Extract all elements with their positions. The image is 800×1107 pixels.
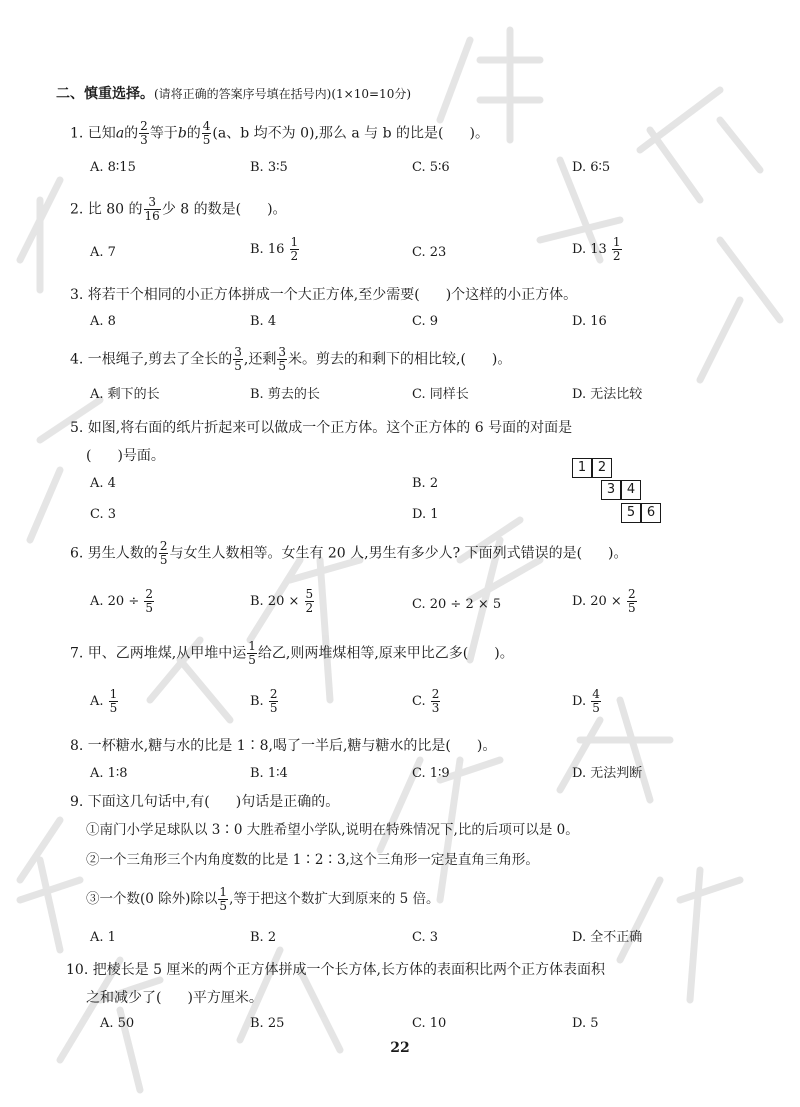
q4-option-c[interactable]: C. 同样长: [412, 387, 469, 402]
question-10-stem-2: 之和减少了( )平方厘米。: [86, 990, 263, 1006]
q7-option-c[interactable]: C. $\frac{2}{3}$: [412, 687, 440, 715]
q6-option-a[interactable]: A. 20 ÷ $\frac{2}{5}$: [90, 587, 154, 615]
net-face: 1: [572, 458, 592, 478]
question-10-stem: 10. 把棱长是 5 厘米的两个正方体拼成一个长方体,长方体的表面积比两个正方体表面积: [66, 962, 605, 978]
question-3-stem: 3. 将若干个相同的小正方体拼成一个大正方体,至少需要( )个这样的小正方体。: [70, 287, 578, 303]
q8-option-b[interactable]: B. 1∶4: [250, 766, 288, 781]
q10-option-a[interactable]: A. 50: [100, 1016, 135, 1031]
q8-option-c[interactable]: C. 1∶9: [412, 766, 450, 781]
q10-option-b[interactable]: B. 25: [250, 1016, 285, 1031]
question-1-stem: 1. 已知a的 $\frac{2}{3}$ 等于b的 $\frac{4}{5}$ (a、b 均不为 0),那么 a 与 b 的比是( )。: [70, 119, 489, 147]
q1-option-d[interactable]: D. 6∶5: [572, 160, 611, 175]
page-number: 22: [390, 1040, 410, 1056]
q5-option-b[interactable]: B. 2: [412, 476, 439, 491]
q7-option-d[interactable]: D. $\frac{4}{5}$: [572, 687, 600, 715]
question-5-stem-2: ( )号面。: [86, 448, 165, 464]
q9-option-a[interactable]: A. 1: [90, 930, 116, 945]
question-7-stem: 7. 甲、乙两堆煤,从甲堆中运 $\frac{1}{5}$ 给乙,则两堆煤相等,原来甲比乙多( )。: [70, 639, 514, 667]
q2-option-b[interactable]: B. 16 $\frac{1}{2}$: [250, 235, 299, 263]
q4-option-a[interactable]: A. 剩下的长: [90, 387, 160, 402]
q10-option-d[interactable]: D. 5: [572, 1016, 599, 1031]
q1-option-c[interactable]: C. 5∶6: [412, 160, 450, 175]
q9-option-c[interactable]: C. 3: [412, 930, 439, 945]
q2-option-a[interactable]: A. 7: [90, 245, 116, 260]
q3-option-d[interactable]: D. 16: [572, 314, 607, 329]
q3-option-a[interactable]: A. 8: [90, 314, 116, 329]
q9-option-b[interactable]: B. 2: [250, 930, 277, 945]
fraction: $\frac{2}{3}$: [140, 119, 148, 147]
net-face: 6: [641, 503, 661, 523]
q9-statement-2: ②一个三角形三个内角度数的比是 1∶2∶3,这个三角形一定是直角三角形。: [86, 852, 539, 868]
net-face: 2: [592, 458, 612, 478]
question-8-stem: 8. 一杯糖水,糖与水的比是 1∶8,喝了一半后,糖与糖水的比是( )。: [70, 738, 497, 754]
fraction: $\frac{4}{5}$: [202, 119, 211, 147]
question-4-stem: 4. 一根绳子,剪去了全长的 $\frac{3}{5}$ ,还剩 $\frac{3}{5}$ 米。剪去的和剩下的相比较,( )。: [70, 345, 512, 373]
net-face: 5: [621, 503, 641, 523]
q4-option-d[interactable]: D. 无法比较: [572, 387, 643, 402]
section-header: [56, 84, 411, 104]
q8-option-a[interactable]: A. 1∶8: [90, 766, 128, 781]
q8-option-d[interactable]: D. 无法判断: [572, 766, 643, 781]
q3-option-b[interactable]: B. 4: [250, 314, 277, 329]
q1-option-a[interactable]: A. 8∶15: [90, 160, 136, 175]
section-title: 二、慎重选择。: [56, 86, 154, 102]
q9-statement-3: ③一个数(0 除外)除以 $\frac{1}{5}$ ,等于把这个数扩大到原来的 5 倍。: [86, 885, 440, 913]
net-face: 4: [621, 480, 641, 500]
q5-option-d[interactable]: D. 1: [412, 507, 439, 522]
q2-option-d[interactable]: D. 13 $\frac{1}{2}$: [572, 235, 621, 263]
q7-option-b[interactable]: B. $\frac{2}{5}$: [250, 687, 278, 715]
q9-statement-1: ①南门小学足球队以 3∶0 大胜希望小学队,说明在特殊情况下,比的后项可以是 0。: [86, 822, 579, 838]
question-5-stem: 5. 如图,将右面的纸片折起来可以做成一个正方体。这个正方体的 6 号面的对面是: [70, 420, 573, 436]
section-instruction: (请将正确的答案序号填在括号内)(1×10=10分): [154, 87, 412, 101]
q10-option-c[interactable]: C. 10: [412, 1016, 447, 1031]
net-face: 3: [601, 480, 621, 500]
q9-option-d[interactable]: D. 全不正确: [572, 930, 643, 945]
q6-option-c[interactable]: C. 20 ÷ 2 × 5: [412, 597, 502, 612]
q1-option-b[interactable]: B. 3∶5: [250, 160, 288, 175]
q4-option-b[interactable]: B. 剪去的长: [250, 387, 320, 402]
q7-option-a[interactable]: A. $\frac{1}{5}$: [90, 687, 118, 715]
question-6-stem: 6. 男生人数的 $\frac{2}{5}$ 与女生人数相等。女生有 20 人,男生有多少人? 下面列式错误的是( )。: [70, 539, 628, 567]
q5-option-a[interactable]: A. 4: [90, 476, 116, 491]
q2-option-c[interactable]: C. 23: [412, 245, 447, 260]
q6-option-b[interactable]: B. 20 × $\frac{5}{2}$: [250, 587, 314, 615]
q5-option-c[interactable]: C. 3: [90, 507, 117, 522]
question-2-stem: 2. 比 80 的 $\frac{3}{16}$ 少 8 的数是( )。: [70, 195, 287, 223]
question-9-stem: 9. 下面这几句话中,有( )句话是正确的。: [70, 794, 340, 810]
q3-option-c[interactable]: C. 9: [412, 314, 439, 329]
q6-option-d[interactable]: D. 20 × $\frac{2}{5}$: [572, 587, 636, 615]
